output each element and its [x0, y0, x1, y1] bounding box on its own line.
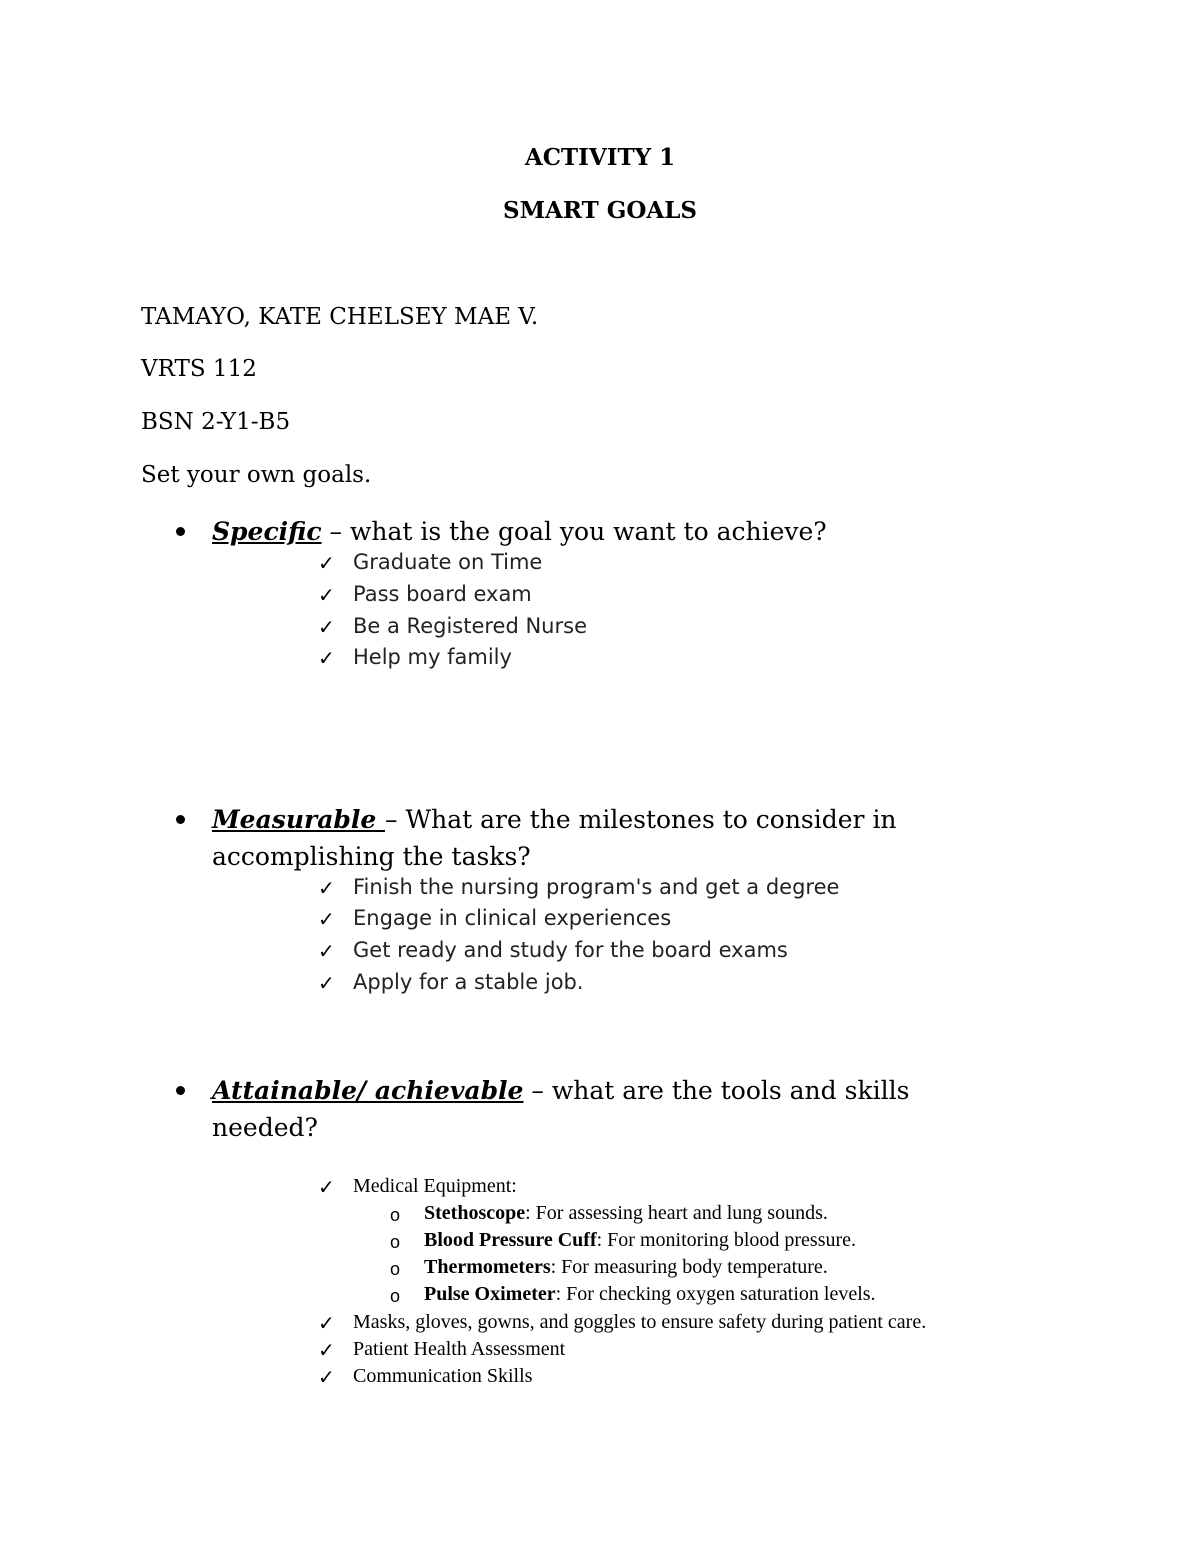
measurable-item: Finish the nursing program's and get a degree: [353, 875, 840, 899]
specific-question: – what is the goal you want to achieve?: [321, 517, 827, 546]
measurable-heading: [212, 801, 897, 838]
attainable-item: Masks, gloves, gowns, and goggles to ensure safety during patient care.: [353, 1311, 927, 1333]
equipment-heading: Medical Equipment:: [353, 1175, 517, 1197]
equipment-name: Pulse Oximeter: [424, 1283, 556, 1305]
measurable-question: – What are the milestones to consider in: [385, 805, 897, 834]
checkmark-icon: ✓: [318, 551, 335, 575]
section-code: BSN 2-Y1-B5: [141, 409, 291, 435]
specific-item: Be a Registered Nurse: [353, 614, 587, 638]
page-subtitle: SMART GOALS: [502, 197, 698, 224]
equipment-item: [424, 1202, 828, 1225]
checkmark-icon: ✓: [318, 1175, 335, 1199]
equipment-name: Stethoscope: [424, 1202, 526, 1224]
specific-heading: [212, 513, 827, 550]
bullet-icon: [176, 527, 185, 536]
page-title: ACTIVITY 1: [524, 144, 676, 171]
circle-bullet-icon: o: [390, 1232, 401, 1252]
attainable-heading: [212, 1072, 909, 1109]
checkmark-icon: ✓: [318, 1365, 335, 1389]
checkmark-icon: ✓: [318, 646, 335, 670]
equipment-desc: : For checking oxygen saturation levels.: [555, 1283, 876, 1305]
attainable-item: Communication Skills: [353, 1365, 533, 1387]
measurable-label: Measurable: [212, 805, 385, 834]
circle-bullet-icon: o: [390, 1205, 401, 1225]
checkmark-icon: ✓: [318, 1311, 335, 1335]
circle-bullet-icon: o: [390, 1259, 401, 1279]
specific-label: Specific: [212, 517, 322, 546]
attainable-question: – what are the tools and skills: [523, 1076, 910, 1105]
specific-item: Graduate on Time: [353, 550, 543, 574]
checkmark-icon: ✓: [318, 583, 335, 607]
instruction-text: Set your own goals.: [141, 462, 372, 488]
bullet-icon: [176, 815, 185, 824]
student-name: TAMAYO, KATE CHELSEY MAE V.: [141, 304, 539, 330]
checkmark-icon: ✓: [318, 1338, 335, 1362]
checkmark-icon: ✓: [318, 615, 335, 639]
checkmark-icon: ✓: [318, 971, 335, 995]
equipment-desc: : For measuring body temperature.: [550, 1256, 828, 1278]
measurable-question-cont: accomplishing the tasks?: [212, 842, 531, 871]
measurable-item: Engage in clinical experiences: [353, 906, 672, 930]
measurable-item: Apply for a stable job.: [353, 970, 584, 994]
specific-item: Help my family: [353, 645, 512, 669]
attainable-label: Attainable/ achievable: [212, 1076, 524, 1105]
attainable-item: Patient Health Assessment: [353, 1338, 566, 1360]
equipment-desc: : For monitoring blood pressure.: [596, 1229, 857, 1251]
bullet-icon: [176, 1086, 185, 1095]
equipment-desc: : For assessing heart and lung sounds.: [525, 1202, 828, 1224]
equipment-item: [424, 1283, 876, 1306]
equipment-item: [424, 1256, 828, 1279]
circle-bullet-icon: o: [390, 1286, 401, 1306]
checkmark-icon: ✓: [318, 939, 335, 963]
equipment-item: [424, 1229, 856, 1252]
attainable-question-cont: needed?: [212, 1113, 318, 1142]
equipment-name: Thermometers: [424, 1256, 551, 1278]
specific-item: Pass board exam: [353, 582, 532, 606]
equipment-name: Blood Pressure Cuff: [424, 1229, 597, 1251]
checkmark-icon: ✓: [318, 907, 335, 931]
course-code: VRTS 112: [141, 356, 257, 382]
measurable-item: Get ready and study for the board exams: [353, 938, 788, 962]
checkmark-icon: ✓: [318, 876, 335, 900]
